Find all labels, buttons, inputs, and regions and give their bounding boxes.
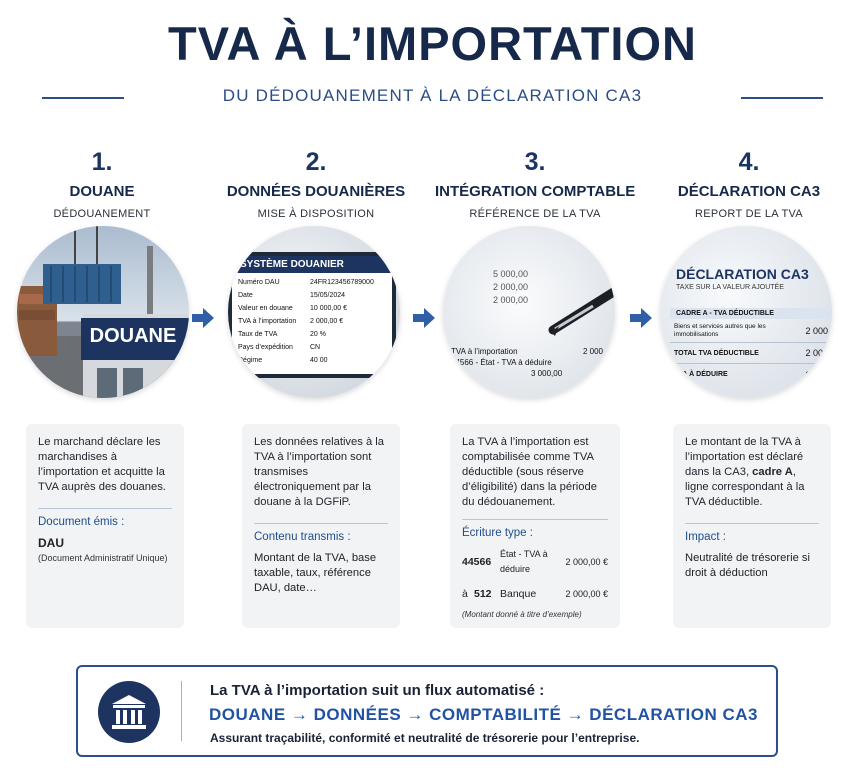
card-divider bbox=[685, 523, 819, 524]
screen-title: SYSTÈME DOUANIER bbox=[232, 256, 392, 273]
card-value: Neutralité de trésorerie si droit à déduction bbox=[685, 552, 810, 579]
card-divider bbox=[38, 508, 172, 509]
card-description: La TVA à l’importation est comptabilisée comme TVA déductible (sous réserve d’éligibilité) dans la période du dédouanement. bbox=[462, 436, 597, 508]
step-3-heading bbox=[435, 148, 635, 220]
accounting-illustration bbox=[443, 226, 615, 398]
journal-entry-debit: 44566 État - TVA à déduire 2 000,00 € bbox=[462, 549, 608, 574]
summary-banner bbox=[76, 665, 778, 757]
card-note: (Document Administratif Unique) bbox=[38, 553, 168, 563]
step-title: DOUANE bbox=[69, 183, 135, 200]
arrow-right-icon bbox=[413, 308, 435, 328]
screen-row: Numéro DAU 24FR123456789000 bbox=[238, 279, 374, 286]
step-2-heading bbox=[216, 148, 416, 220]
step-title: INTÉGRATION COMPTABLE bbox=[435, 183, 636, 200]
step-1-heading bbox=[2, 148, 202, 220]
bank-building-icon bbox=[98, 681, 160, 743]
step-number: 4. bbox=[738, 148, 760, 176]
step-1-card bbox=[26, 424, 184, 628]
subtitle-right-rule bbox=[741, 97, 823, 99]
card-value: Montant de la TVA, base taxable, taux, référence DAU, date… bbox=[254, 552, 377, 594]
ledger-lines: 5 000,00 2 000,00 2 000,00 bbox=[493, 269, 529, 305]
screen-row: Taux de TVA 20 % bbox=[238, 331, 326, 338]
card-value: DAU bbox=[38, 536, 64, 550]
subtitle-row bbox=[42, 86, 823, 108]
card-label: Contenu transmis : bbox=[254, 531, 351, 543]
form-subtitle: TAXE SUR LA VALEUR AJOUTÉE bbox=[676, 284, 784, 291]
screen-rows bbox=[232, 273, 392, 367]
customs-sign: DOUANE bbox=[89, 325, 177, 347]
banner-flow: DOUANE → DONNÉES → COMPTABILITÉ → DÉCLARATION CA3 bbox=[209, 705, 758, 724]
screen-row: Date 15/05/2024 bbox=[238, 292, 346, 299]
ledger-entry: TVA à l’importation 2 000 44566 - État - TVA à déduire 3 000,00 bbox=[451, 347, 603, 378]
step-2-card bbox=[242, 424, 400, 628]
page-title: TVA À L’IMPORTATION bbox=[167, 17, 697, 70]
card-divider bbox=[254, 523, 388, 524]
form-table: CADRE A - TVA DÉDUCTIBLE Biens et services autres que les immobilisations 2 000 TOTAL TVA DÉDUCTIBLE 2 000 TVA À DÉDUIRE 2 000 bbox=[670, 308, 832, 385]
journal-entry-credit: à 512 Banque 2 000,00 € bbox=[462, 588, 608, 600]
customs-system-illustration bbox=[228, 226, 400, 398]
step-number: 3. bbox=[524, 148, 546, 176]
ca3-form-illustration bbox=[660, 226, 832, 398]
card-label: Impact : bbox=[685, 531, 726, 543]
step-subtitle: REPORT DE LA TVA bbox=[695, 208, 803, 220]
arrow-right-icon bbox=[192, 308, 214, 328]
card-description: Le marchand déclare les marchandises à l’importation et acquitte la TVA auprès des douanes. bbox=[38, 436, 166, 493]
card-label: Document émis : bbox=[38, 516, 125, 528]
step-subtitle: RÉFÉRENCE DE LA TVA bbox=[469, 208, 601, 220]
card-description: Les données relatives à la TVA à l’importation sont transmises électroniquement par la douane à la DGFiP. bbox=[254, 436, 384, 508]
page-subtitle: DU DÉDOUANEMENT À LA DÉCLARATION CA3 bbox=[222, 86, 643, 105]
screen-row: Régime 40 00 bbox=[238, 357, 328, 364]
customs-illustration bbox=[17, 226, 189, 398]
step-subtitle: DÉDOUANEMENT bbox=[53, 208, 151, 220]
step-title: DÉCLARATION CA3 bbox=[677, 183, 821, 200]
screen-row: TVA à l’importation 2 000,00 € bbox=[238, 318, 344, 325]
banner-note: Assurant traçabilité, conformité et neutralité de trésorerie pour l’entreprise. bbox=[210, 731, 640, 745]
step-subtitle: MISE À DISPOSITION bbox=[257, 208, 375, 220]
card-label: Écriture type : bbox=[462, 527, 533, 539]
card-description: Le montant de la TVA à l’importation est déclaré dans la CA3, cadre A, ligne correspondant à la TVA déductible. bbox=[685, 436, 805, 508]
customs-scene-icon bbox=[17, 226, 189, 398]
system-screen bbox=[228, 252, 396, 378]
banner-lead: La TVA à l’importation suit un flux automatisé : bbox=[210, 682, 545, 699]
form-title: DÉCLARATION CA3 bbox=[676, 266, 809, 282]
banner-divider bbox=[181, 681, 182, 741]
step-4-heading bbox=[649, 148, 849, 220]
step-number: 2. bbox=[305, 148, 327, 176]
arrow-right-icon bbox=[630, 308, 652, 328]
step-4-card bbox=[673, 424, 831, 628]
card-note: (Montant donné à titre d’exemple) bbox=[462, 610, 582, 619]
screen-row: Pays d’expédition CN bbox=[238, 344, 321, 351]
step-number: 1. bbox=[91, 148, 113, 176]
card-divider bbox=[462, 519, 608, 520]
step-title: DONNÉES DOUANIÈRES bbox=[226, 183, 406, 200]
step-3-card bbox=[450, 424, 620, 628]
screen-row: Valeur en douane 10 000,00 € bbox=[238, 305, 347, 312]
